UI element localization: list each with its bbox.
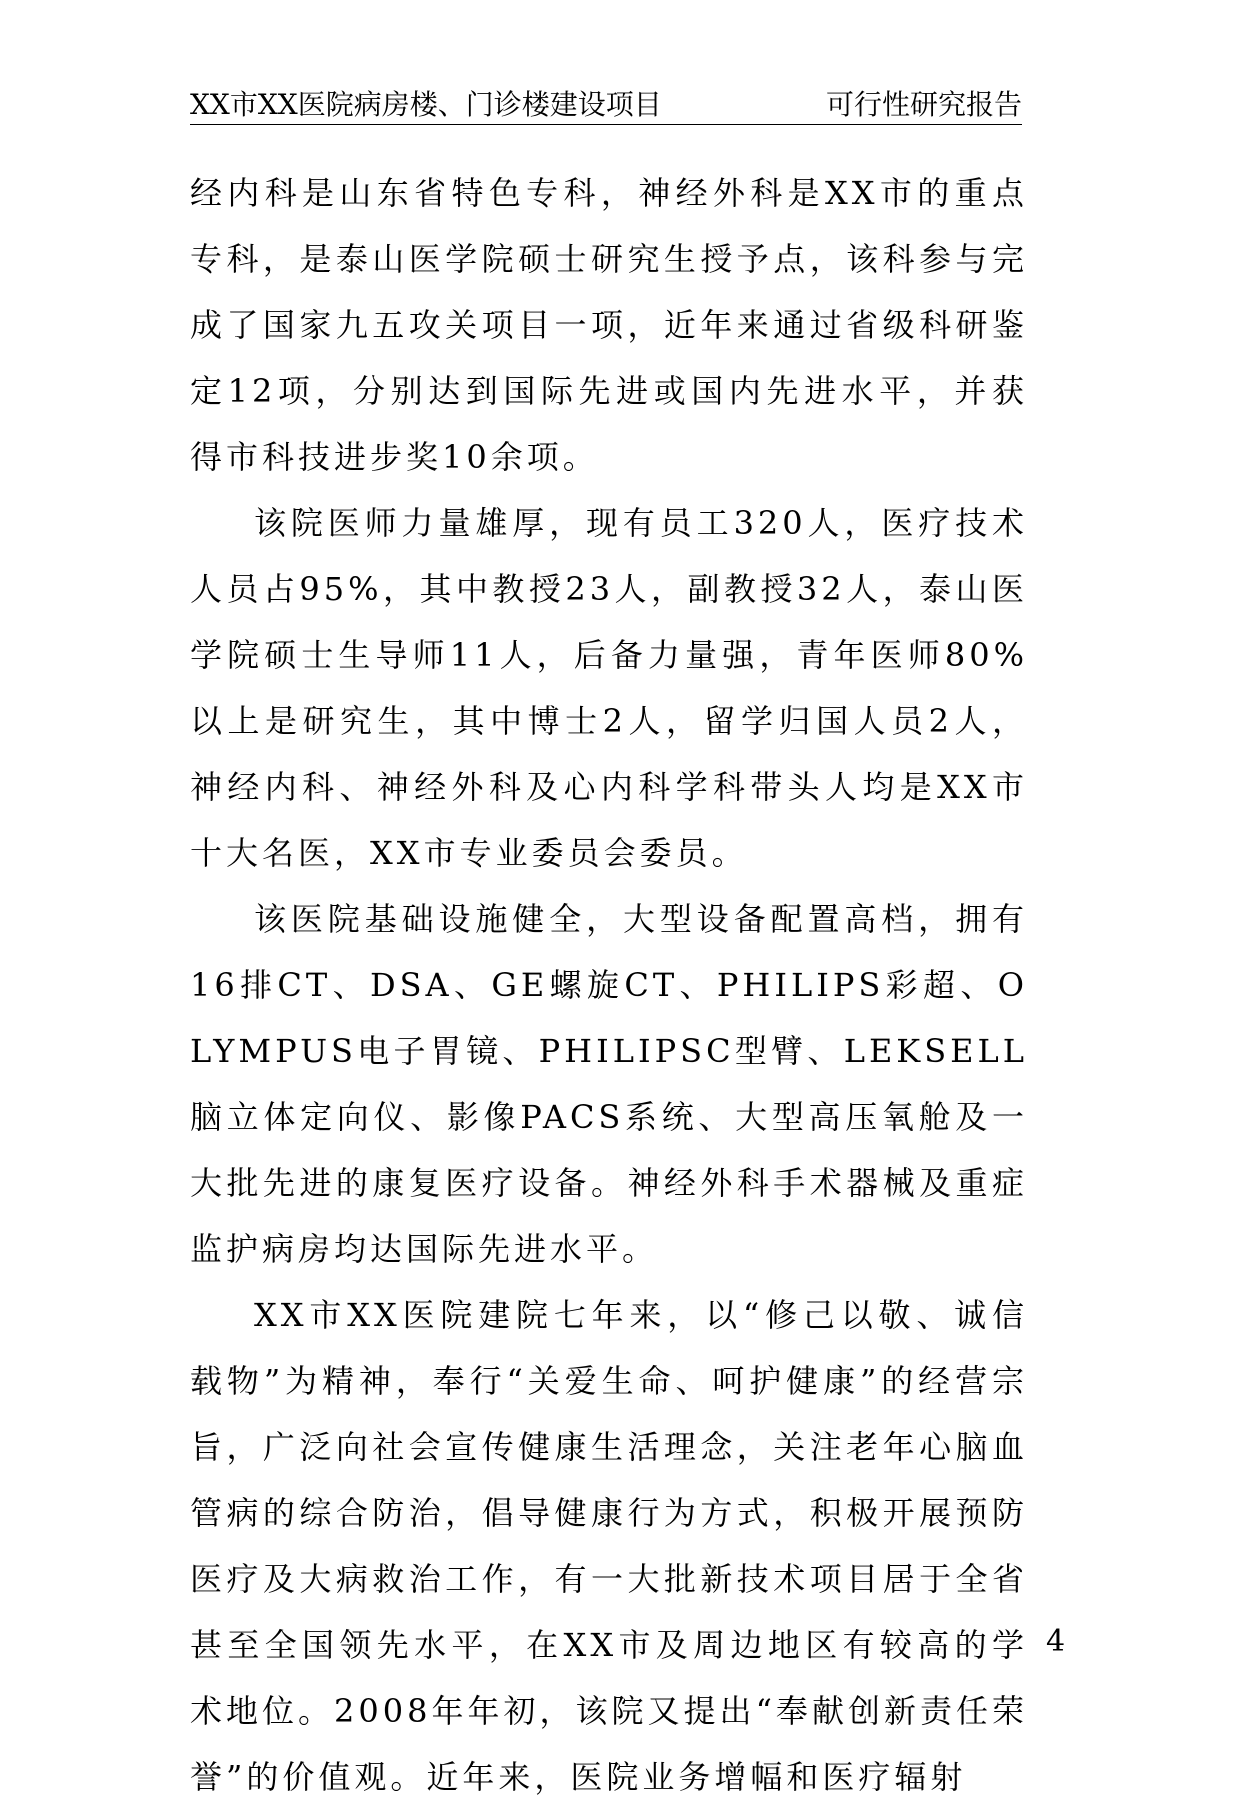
paragraph-staff: 该院医师力量雄厚，现有员工320人，医疗技术人员占95%，其中教授23人，副教授32人，泰山医学院硕士生导师11人，后备力量强，青年医师80%以上是研究生，其中博士2人，留学归国人员2人，神经内科、神经外科及心内科学科带头人均是XX市十大名医，XX市专业委员会委员。 bbox=[190, 504, 1028, 872]
body-text bbox=[190, 160, 1028, 1810]
header-project-title: XX市XX医院病房楼、门诊楼建设项目 bbox=[190, 88, 662, 121]
header-report-title: 可行性研究报告 bbox=[825, 88, 1022, 121]
paragraph-history: XX市XX医院建院七年来，以“修己以敬、诚信载物”为精神，奉行“关爱生命、呵护健康”的经营宗旨，广泛向社会宣传健康生活理念，关注老年心脑血管病的综合防治，倡导健康行为方式，积极开展预防医疗及大病救治工作，有一大批新技术项目居于全省甚至全国领先水平，在XX市及周边地区有较高的学术地位。2008年年初，该院又提出“奉献创新责任荣誉”的价值观。近年来，医院业务增幅和医疗辐射 bbox=[190, 1296, 1028, 1796]
paragraph-continued: 经内科是山东省特色专科，神经外科是XX市的重点专科，是泰山医学院硕士研究生授予点，该科参与完成了国家九五攻关项目一项，近年来通过省级科研鉴定12项，分别达到国际先进或国内先进水平，并获得市科技进步奖10余项。 bbox=[190, 174, 1028, 476]
page-number: 4 bbox=[1046, 1624, 1066, 1659]
paragraph-equipment: 该医院基础设施健全，大型设备配置高档，拥有16排CT、DSA、GE螺旋CT、PHILIPS彩超、OLYMPUS电子胃镜、PHILIPSC型臂、LEKSELL脑立体定向仪、影像PACS系统、大型高压氧舱及一大批先进的康复医疗设备。神经外科手术器械及重症监护病房均达国际先进水平。 bbox=[190, 900, 1028, 1268]
page-header bbox=[190, 88, 1022, 125]
